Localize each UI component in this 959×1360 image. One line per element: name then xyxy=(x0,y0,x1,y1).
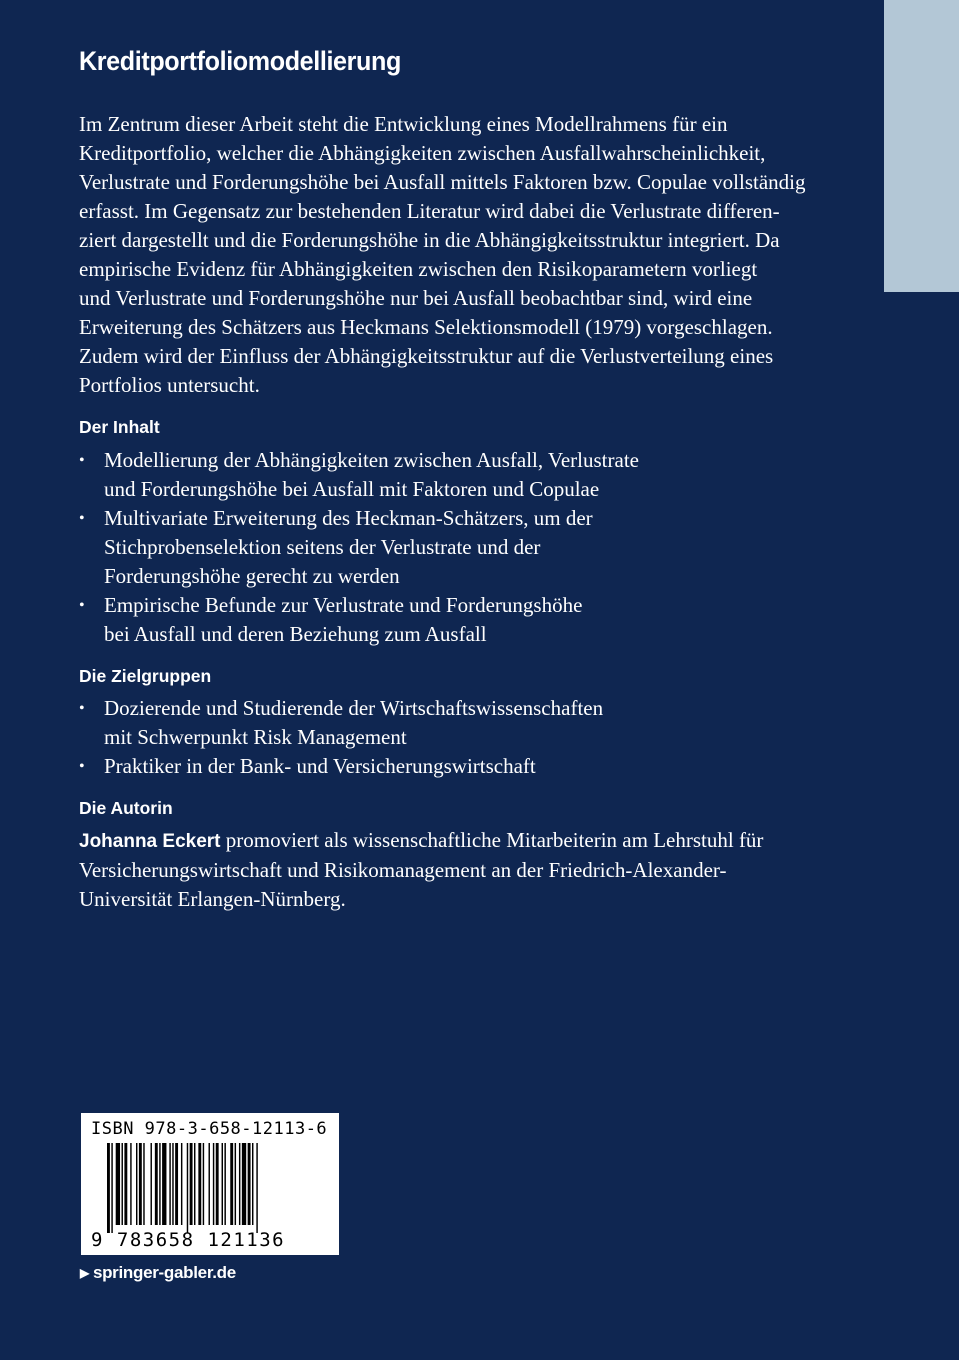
accent-strip xyxy=(884,0,959,292)
abstract-line: Portfolios untersucht. xyxy=(79,373,260,397)
barcode-bar xyxy=(224,1143,225,1225)
abstract-line: Im Zentrum dieser Arbeit steht die Entwicklung eines Modellrahmens für ein xyxy=(79,112,728,136)
barcode-bar xyxy=(111,1143,112,1233)
list-item-line: Modellierung der Abhängigkeiten zwischen Ausfall, Verlustrate xyxy=(104,448,639,472)
barcode-bar xyxy=(130,1143,131,1225)
list-item-line: Empirische Befunde zur Verlustrate und Forderungshöhe xyxy=(104,593,583,617)
abstract-line: Kreditportfolio, welcher die Abhängigkeiten zwischen Ausfallwahrscheinlichkeit, xyxy=(79,141,766,165)
barcode-bar xyxy=(242,1143,246,1225)
section-heading-zielgruppen: Die Zielgruppen xyxy=(79,666,212,686)
barcode-bar xyxy=(155,1143,158,1225)
abstract-line: empirische Evidenz für Abhängigkeiten zwischen den Risikoparametern vorliegt xyxy=(79,257,758,281)
inhalt-list xyxy=(79,446,639,649)
author-name: Johanna Eckert xyxy=(79,831,221,852)
zielgruppen-list xyxy=(79,694,603,781)
list-item-line: Multivariate Erweiterung des Heckman-Schätzers, um der xyxy=(104,506,593,530)
author-bio xyxy=(79,826,763,914)
barcode-bar xyxy=(216,1143,219,1225)
barcode-bar xyxy=(187,1143,188,1233)
barcode-bar xyxy=(139,1143,142,1225)
barcode-bar xyxy=(194,1143,195,1225)
barcode-bar xyxy=(181,1143,182,1225)
abstract-line: Erweiterung des Schätzers aus Heckmans Selektionsmodell (1979) vorgeschlagen. xyxy=(79,315,773,339)
barcode-bar xyxy=(172,1143,173,1225)
triangle-right-icon: ▶ xyxy=(80,1266,89,1280)
abstract-line: ziert dargestellt und die Forderungshöhe in die Abhängigkeitsstruktur integriert. Da xyxy=(79,228,780,252)
abstract-line: erfasst. Im Gegensatz zur bestehenden Literatur wird dabei die Verlustrate differen- xyxy=(79,199,780,223)
abstract xyxy=(79,110,806,400)
barcode-bar xyxy=(116,1143,120,1225)
website-label: springer-gabler.de xyxy=(92,1263,236,1282)
barcode-bar xyxy=(213,1143,214,1225)
list-item xyxy=(79,694,603,752)
author-bio-text: promoviert als wissenschaftliche Mitarbeiterin am Lehrstuhl für xyxy=(220,828,764,852)
abstract-line: Verlustrate und Forderungshöhe bei Ausfall mittels Faktoren bzw. Copulae vollständig xyxy=(79,170,806,194)
barcode-bar xyxy=(169,1143,170,1225)
barcode-bar xyxy=(136,1143,137,1225)
author-bio-text: Universität Erlangen-Nürnberg. xyxy=(79,887,346,911)
bullet-icon: • xyxy=(79,510,85,527)
barcode-bars xyxy=(107,1143,313,1233)
barcode-bar xyxy=(107,1143,110,1233)
barcode-bar xyxy=(122,1143,123,1225)
ean-digits: 9 783658 121136 xyxy=(91,1229,286,1251)
barcode-bar xyxy=(190,1143,193,1225)
barcode-bar xyxy=(248,1143,251,1225)
isbn-barcode xyxy=(81,1113,339,1255)
barcode-bar xyxy=(235,1143,236,1225)
section-heading-inhalt: Der Inhalt xyxy=(79,417,160,437)
list-item-line: mit Schwerpunkt Risk Management xyxy=(104,725,407,749)
barcode-bar xyxy=(143,1143,144,1225)
barcode-bar xyxy=(151,1143,152,1225)
barcode-bar xyxy=(256,1143,257,1233)
section-heading-autorin: Die Autorin xyxy=(79,798,173,818)
list-item-line: Forderungshöhe gerecht zu werden xyxy=(104,564,400,588)
barcode-bar xyxy=(230,1143,233,1225)
bullet-icon: • xyxy=(79,597,85,614)
barcode-bar xyxy=(124,1143,127,1225)
barcode-bar xyxy=(239,1143,240,1225)
book-title: Kreditportfoliomodellierung xyxy=(79,46,401,76)
barcode-bar xyxy=(198,1143,201,1225)
list-item-line: und Forderungshöhe bei Ausfall mit Faktoren und Copulae xyxy=(104,477,600,501)
list-item-line: Stichprobenselektion seitens der Verlustrate und der xyxy=(104,535,541,559)
barcode-bar xyxy=(252,1143,253,1225)
list-item xyxy=(79,446,639,504)
bullet-icon: • xyxy=(79,758,85,775)
list-item-line: Praktiker in der Bank- und Versicherungswirtschaft xyxy=(104,754,536,778)
abstract-line: Zudem wird der Einfluss der Abhängigkeitsstruktur auf die Verlustverteilung eines xyxy=(79,344,774,368)
barcode-bar xyxy=(222,1143,223,1225)
list-item-line: Dozierende und Studierende der Wirtschaftswissenschaften xyxy=(104,696,604,720)
barcode-bar xyxy=(175,1143,178,1225)
abstract-line: und Verlustrate und Forderungshöhe nur bei Ausfall beobachtbar sind, wird eine xyxy=(79,286,753,310)
cover-content xyxy=(79,110,806,911)
author-bio-text: Versicherungswirtschaft und Risikomanagement an der Friedrich-Alexander- xyxy=(79,858,727,882)
barcode-bar xyxy=(203,1143,204,1225)
isbn-label: ISBN 978-3-658-12113-6 xyxy=(91,1119,328,1139)
bullet-icon: • xyxy=(79,700,85,717)
list-item xyxy=(79,504,639,591)
list-item-line: bei Ausfall und deren Beziehung zum Ausfall xyxy=(104,622,487,646)
barcode-bar xyxy=(209,1143,210,1225)
bullet-icon: • xyxy=(79,452,85,469)
barcode-bar xyxy=(159,1143,160,1225)
list-item xyxy=(79,752,603,781)
publisher-website[interactable] xyxy=(80,1263,236,1283)
barcode-bar xyxy=(162,1143,166,1225)
list-item xyxy=(79,591,639,649)
